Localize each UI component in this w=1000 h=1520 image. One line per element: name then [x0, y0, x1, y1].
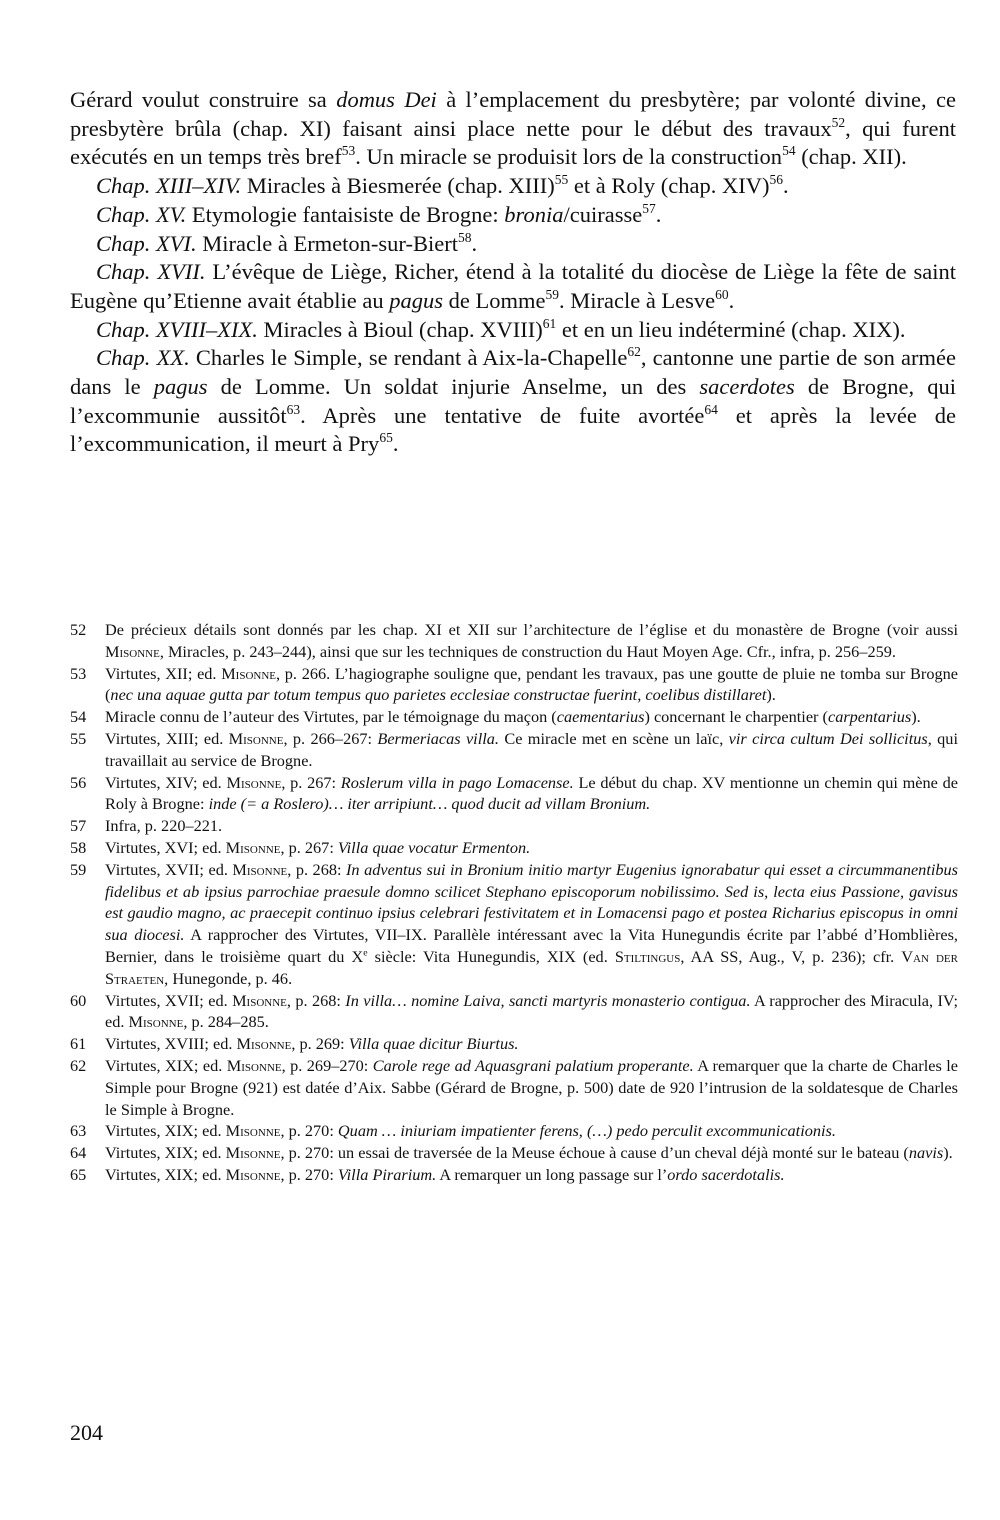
footnote-ref: 52	[831, 114, 846, 130]
text-run: Miracles à Bioul (chap. XVIII)	[257, 316, 543, 342]
author-name: Misonne	[128, 1012, 184, 1032]
text-run: , p. 266. L’hagiographe souligne que, pendant les travaux, pas une goutte de pluie ne tomba sur Brogne (	[105, 663, 958, 705]
text-run: De précieux détails sont donnés par les chap. XI et XII sur l’architecture de l’église et du monastère de Brogne (voir aussi	[105, 620, 958, 639]
text-run: , p. 268:	[287, 859, 347, 879]
author-name: Misonne	[225, 1164, 281, 1184]
text-run: Virtutes, XIX; ed.	[105, 1055, 227, 1075]
footnote-text	[105, 990, 958, 1034]
paragraph	[70, 172, 956, 201]
footnote-text	[105, 1142, 958, 1164]
footnote-number: 56	[70, 772, 87, 792]
footnote-ref: 65	[379, 430, 393, 446]
footnote-text	[105, 728, 958, 772]
text-run: Virtutes, XIV; ed.	[105, 772, 227, 792]
italic-text: caementarius	[556, 707, 645, 727]
italic-text: vir circa cultum Dei sollicitus	[728, 728, 928, 748]
author-name: Misonne	[221, 663, 277, 683]
text-run: ).	[766, 685, 776, 705]
text-run: , p. 268:	[286, 990, 346, 1010]
italic-text: Chap. XIII–XIV.	[96, 173, 242, 199]
footnote-text	[105, 772, 958, 816]
text-run: , cantonne une partie de son armée dans le	[70, 345, 956, 400]
footnote-ref: 56	[769, 172, 783, 188]
italic-text: pagus	[153, 374, 208, 400]
footnote	[70, 859, 958, 990]
text-run: .	[392, 431, 399, 457]
italic-text: bronia	[504, 201, 564, 227]
italic-text: Chap. XX.	[96, 345, 190, 371]
text-run: Virtutes, XII; ed.	[105, 663, 222, 683]
footnote-text	[105, 706, 958, 728]
text-run: Virtutes, XVIII; ed.	[105, 1034, 237, 1054]
footnote-text	[105, 837, 958, 859]
footnote-text	[105, 619, 958, 663]
text-run: Miracle connu de l’auteur des Virtutes, par le témoignage du maçon (	[105, 707, 557, 727]
footnote-ref: e	[363, 947, 368, 959]
footnote-number: 62	[70, 1055, 87, 1075]
footnote-number: 52	[70, 620, 87, 639]
italic-text: In adventus sui in Bronium initio martyr Eugenius ignorabatur qui esset a circummanentibus fidelibus et ab ipsius parrochiae praesule domno scilicet Stephano episcoporum nobilissimo. Sed is, lecta eius Passione, gavisus est gaudio magno, ac praecepit continuo ipsius celebrari festivitatem et in Lomacensi pago et postea Richarius episcopus in omni sua diocesi.	[105, 859, 958, 945]
text-run: Virtutes, XIII; ed.	[105, 728, 229, 748]
text-run: (chap. XII).	[795, 144, 907, 170]
paragraph	[70, 201, 956, 230]
author-name: Misonne	[225, 837, 281, 857]
text-run: .	[655, 201, 662, 227]
footnote	[70, 706, 958, 728]
footnote-number: 53	[70, 663, 87, 683]
text-run: Virtutes, XIX; ed.	[105, 1121, 226, 1141]
italic-text: domus Dei	[336, 87, 437, 112]
footnote	[70, 1142, 958, 1164]
author-name: Misonne	[228, 728, 284, 748]
text-run: et en un lieu indéterminé (chap. XIX).	[556, 316, 906, 342]
text-run: Etymologie fantaisiste de Brogne:	[186, 201, 505, 227]
footnote-number: 55	[70, 728, 87, 748]
author-name: Misonne	[232, 859, 288, 879]
footnote-number: 65	[70, 1164, 87, 1184]
text-run: siècle: Vita Hunegundis, XIX (ed.	[367, 946, 615, 966]
italic-text: Chap. XVII.	[96, 259, 206, 285]
footnote-ref: 57	[642, 201, 656, 217]
author-name: Stiltingus	[614, 946, 681, 966]
text-run: de Lomme. Un soldat injurie Anselme, un des	[207, 374, 700, 400]
text-run: , Hunegonde, p. 46.	[164, 968, 293, 988]
paragraph	[70, 258, 956, 315]
text-run: , qui furent exécutés en un temps très bref	[70, 115, 956, 170]
paragraph	[70, 316, 956, 345]
text-run: Virtutes, XVI; ed.	[105, 837, 226, 857]
footnote-number: 54	[70, 707, 87, 727]
footnote	[70, 990, 958, 1034]
footnote-ref: 64	[704, 401, 718, 417]
footnote-ref: 55	[554, 172, 569, 188]
text-run: . Miracle à Lesve	[558, 287, 716, 313]
footnote	[70, 1055, 958, 1120]
text-run: , p. 270: un essai de traversée de la Meuse échoue à cause d’un cheval déjà monté sur le bateau (	[280, 1143, 909, 1163]
footnote	[70, 772, 958, 816]
text-run: , p. 269:	[291, 1034, 349, 1054]
text-run: Infra, p. 220–221.	[105, 816, 223, 836]
footnote-ref: 54	[782, 143, 796, 159]
author-name: Misonne	[225, 1143, 281, 1163]
footnote-text	[105, 1164, 958, 1186]
italic-text: sacerdotes	[699, 374, 795, 400]
italic-text: carpentarius	[827, 707, 912, 727]
italic-text: Chap. XV.	[96, 201, 187, 227]
text-run: Gérard voulut construire sa	[70, 87, 337, 112]
text-run: Virtutes, XIX; ed.	[105, 1143, 226, 1163]
text-run: , p. 267:	[280, 837, 338, 857]
text-run: ) concernant le charpentier (	[644, 707, 828, 727]
text-run: , p. 270:	[280, 1164, 338, 1184]
text-run: .	[471, 230, 478, 256]
footnote-text	[105, 859, 958, 990]
italic-text: ordo sacerdotalis.	[667, 1164, 785, 1184]
text-run: Miracle à Ermeton-sur-Biert	[196, 230, 458, 256]
author-name: Misonne	[236, 1034, 292, 1054]
page-number: 204	[70, 1420, 103, 1445]
italic-text: Chap. XVIII–XIX.	[96, 316, 258, 342]
text-run: Miracles à Biesmerée (chap. XIII)	[241, 173, 555, 199]
author-name: Misonne	[225, 1121, 281, 1141]
author-name: Misonne	[105, 641, 160, 661]
footnote-ref: 61	[542, 315, 557, 331]
italic-text: Carole rege ad Aquasgrani palatium properante.	[372, 1055, 694, 1075]
text-run: de Brogne, qui l’excommunie aussitôt	[70, 374, 957, 428]
author-name: Misonne	[226, 1055, 282, 1075]
text-run: , p. 269–270:	[281, 1055, 373, 1075]
text-run: ).	[943, 1143, 953, 1163]
footnote-number: 60	[70, 990, 87, 1010]
footnote	[70, 1164, 958, 1186]
footnote-ref: 59	[545, 287, 559, 303]
footnote	[70, 1033, 958, 1055]
italic-text: Quam … iniuriam impatienter ferens, (…) pedo perculit excommunicationis.	[337, 1121, 836, 1141]
footnote-text	[105, 1055, 958, 1120]
footnote-number: 59	[70, 859, 87, 879]
text-run: , AA SS, Aug., V, p. 236); cfr.	[680, 946, 902, 966]
footnote-number: 58	[70, 837, 87, 857]
footnote-number: 57	[70, 816, 87, 836]
text-run: /cuirasse	[563, 201, 643, 227]
footnote-ref: 62	[627, 344, 641, 360]
text-run: , qui travaillait au service de Brogne.	[105, 728, 958, 770]
footnote-number: 61	[70, 1034, 87, 1054]
text-run: , p. 284–285.	[183, 1012, 269, 1032]
footnote-number: 63	[70, 1121, 87, 1141]
footnote	[70, 663, 958, 707]
text-run: A remarquer un long passage sur l’	[436, 1164, 668, 1184]
text-run: , p. 266–267:	[283, 728, 378, 748]
text-run: , p. 270:	[280, 1121, 338, 1141]
text-run: Le début du chap. XV mentionne un chemin qui mène de Roly à Brogne:	[105, 772, 958, 814]
text-run: . Un miracle se produisit lors de la construction	[355, 144, 783, 170]
text-run: A remarquer que la charte de Charles le Simple pour Brogne (921) est datée d’Aix. Sabbe (Gérard de Brogne, p. 500) date de 920 l’intrusion de la soldatesque de Charles le Simple à Brogne.	[105, 1055, 958, 1119]
italic-text: nec una aquae gutta par totum tempus quo parietes ecclesiae constructae fuerint, coelibus distillaret	[110, 685, 767, 705]
footnote-text	[105, 1033, 958, 1055]
footnote-ref: 58	[457, 229, 472, 245]
italic-text: Roslerum villa in pago Lomacense.	[340, 772, 574, 792]
italic-text: inde (= a Roslero)… iter arripiunt… quod ducit ad villam Bronium.	[208, 794, 651, 814]
footnote	[70, 619, 958, 663]
author-name: Misonne	[232, 990, 287, 1010]
italic-text: Villa quae dicitur Biurtus.	[348, 1034, 519, 1054]
text-run: .	[728, 287, 735, 313]
italic-text: In villa… nomine Laiva, sancti martyris monasterio contigua.	[345, 990, 751, 1010]
italic-text: Villa quae vocatur Ermenton.	[337, 837, 531, 857]
author-name: Misonne	[226, 772, 282, 792]
text-run: A rapprocher des Virtutes, VII–IX. Parallèle intéressant avec la Vita Hunegundis écrite par l’abbé d’Homblières, Bernier, dans le troisième quart du X	[105, 925, 958, 966]
paragraph	[70, 230, 956, 259]
text-run: , Miracles, p. 243–244), ainsi que sur les techniques de construction du Haut Moyen Age. Cfr., infra, p. 256–259.	[159, 641, 896, 661]
footnote-text	[105, 1120, 958, 1142]
footnote-number: 64	[70, 1143, 87, 1163]
text-run: Ce miracle met en scène un laïc,	[498, 728, 729, 748]
footnote	[70, 837, 958, 859]
text-run: .	[782, 173, 789, 199]
italic-text: navis	[908, 1143, 944, 1163]
italic-text: Villa Pirarium.	[337, 1164, 437, 1184]
text-run: A rapprocher des Miracula, IV; ed.	[105, 990, 958, 1032]
text-run: Virtutes, XVII; ed.	[105, 859, 233, 879]
main-text	[70, 86, 956, 459]
footnote-ref: 53	[341, 143, 356, 159]
text-run: , p. 267:	[281, 772, 341, 792]
text-run: Charles le Simple, se rendant à Aix-la-Chapelle	[189, 345, 628, 371]
footnote-ref: 60	[715, 287, 729, 303]
paragraph	[70, 344, 956, 459]
footnote	[70, 1120, 958, 1142]
italic-text: Chap. XVI.	[96, 230, 197, 256]
text-run: ).	[911, 707, 921, 727]
text-run: L’évêque de Liège, Richer, étend à la totalité du diocèse de Liège la fête de saint Eugène qu’Etienne avait établie au	[70, 259, 957, 313]
paragraph	[70, 86, 956, 172]
italic-text: pagus	[389, 287, 443, 313]
author-name: Van der Straeten	[105, 946, 958, 988]
text-run: et à Roly (chap. XIV)	[568, 173, 770, 199]
text-run: Virtutes, XIX; ed.	[105, 1164, 226, 1184]
text-run: . Après une tentative de fuite avortée	[300, 402, 705, 428]
footnote	[70, 815, 958, 837]
footnote	[70, 728, 958, 772]
text-run: à l’emplacement du presbytère; par volonté divine, ce presbytère brûla (chap. XI) faisant ainsi place nette pour le début des travaux	[70, 87, 956, 141]
text-run: Virtutes, XVII; ed.	[105, 990, 233, 1010]
text-run: et après la levée de l’excommunication, il meurt à Pry	[70, 402, 956, 457]
text-run: de Lomme	[443, 287, 546, 313]
footnotes	[70, 619, 958, 1186]
footnote-text	[105, 663, 958, 707]
italic-text: Bermeriacas villa.	[377, 728, 499, 748]
footnote-ref: 63	[286, 401, 301, 417]
footnote-text	[105, 815, 958, 837]
